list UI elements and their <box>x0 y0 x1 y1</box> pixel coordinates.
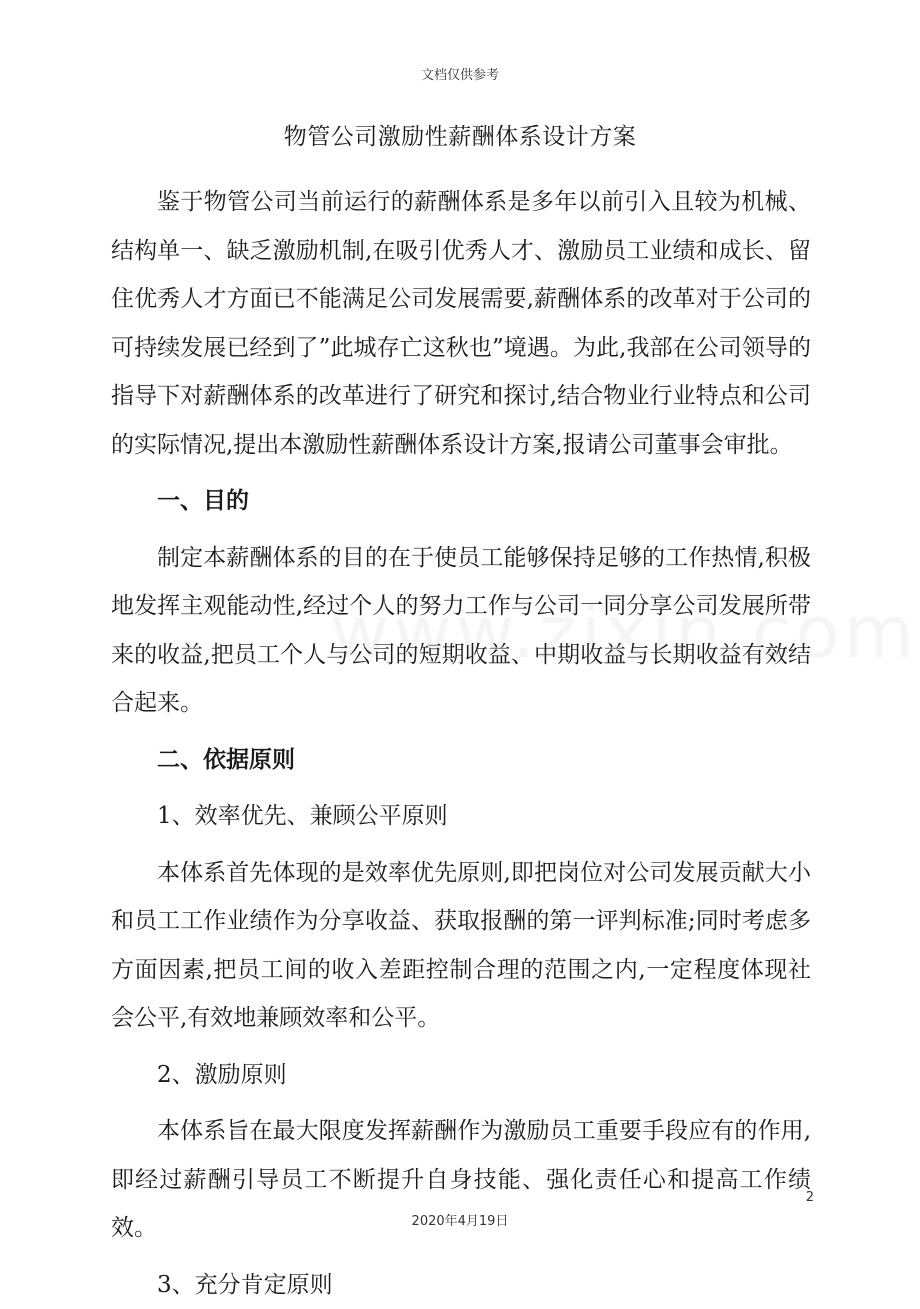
principle-2-title: 2、激励原则 <box>111 1051 811 1100</box>
section-1-heading: 一、目的 <box>111 477 811 526</box>
section-1-body: 制定本薪酬体系的目的在于使员工能够保持足够的工作热情,积极地发挥主观能动性,经过个人的努力工作与公司一同分享公司发展所带来的收益,把员工个人与公司的短期收益、中期收益与长期收益有效结合起来。 <box>111 534 811 728</box>
principle-2-body: 本体系旨在最大限度发挥薪酬作为激励员工重要手段应有的作用,即经过薪酬引导员工不断提升自身技能、强化责任心和提高工作绩效。 <box>111 1107 811 1253</box>
intro-paragraph: 鉴于物管公司当前运行的薪酬体系是多年以前引入且较为机械、结构单一、缺乏激励机制,在吸引优秀人才、激励员工业绩和成长、留住优秀人才方面已不能满足公司发展需要,薪酬体系的改革对于公司的可持续发展已经到了”此城存亡这秋也”境遇。为此,我部在公司领导的指导下对薪酬体系的改革进行了研究和探讨,结合物业行业特点和公司的实际情况,提出本激励性薪酬体系设计方案,报请公司董事会审批。 <box>111 178 811 469</box>
header-note: 文档仅供参考 <box>0 64 920 83</box>
principle-1-body: 本体系首先体现的是效率优先原则,即把岗位对公司发展贡献大小和员工工作业绩作为分享收益、获取报酬的第一评判标准;同时考虑多方面因素,把员工间的收入差距控制合理的范围之内,一定程度体现社会公平,有效地兼顾效率和公平。 <box>111 849 811 1043</box>
section-2-heading: 二、依据原则 <box>111 736 811 785</box>
principle-1-title: 1、效率优先、兼顾公平原则 <box>111 792 811 841</box>
document-title: 物管公司激励性薪酬体系设计方案 <box>0 118 920 151</box>
document-body <box>111 178 811 1309</box>
principle-3-title: 3、充分肯定原则 <box>111 1261 811 1309</box>
footer-date: 2020年4月19日 <box>0 1210 920 1229</box>
page-number: 2 <box>806 1190 814 1205</box>
